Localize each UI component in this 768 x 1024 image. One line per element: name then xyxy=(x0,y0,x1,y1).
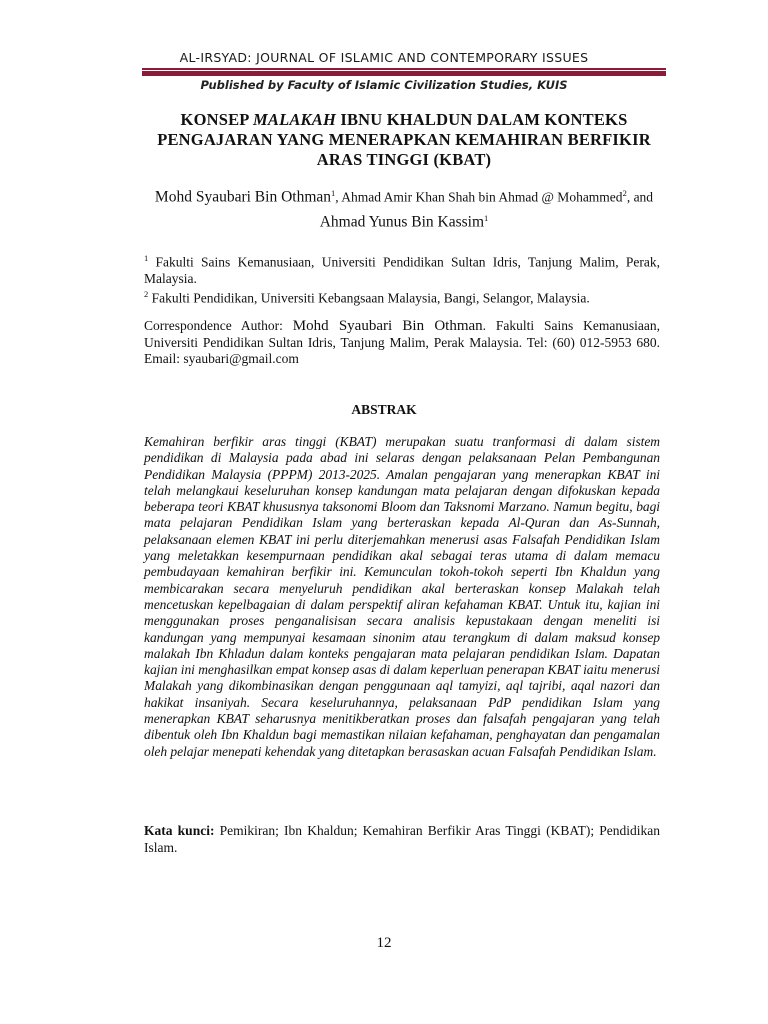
keywords-label: Kata kunci: xyxy=(144,823,215,838)
author-separator-1: , Ahmad Amir Khan Shah bin Ahmad @ Mohammed xyxy=(335,189,623,205)
keywords-text: Pemikiran; Ibn Khaldun; Kemahiran Berfikir Aras Tinggi (KBAT); Pendidikan Islam. xyxy=(144,823,660,855)
keywords-block xyxy=(144,822,660,856)
affiliation-1-sup: 1 xyxy=(144,253,149,263)
header-rule-thick xyxy=(142,71,666,76)
publisher-line: Published by Faculty of Islamic Civilization Studies, KUIS xyxy=(200,78,568,92)
affiliation-2-sup: 2 xyxy=(144,289,149,299)
abstract-heading: ABSTRAK xyxy=(351,402,417,417)
affiliation-1 xyxy=(144,250,660,288)
affiliation-1-text: Fakulti Sains Kemanusiaan, Universiti Pendidikan Sultan Idris, Tanjung Malim, Perak, Malaysia. xyxy=(144,254,660,286)
correspondence-label: Correspondence Author: xyxy=(144,318,293,333)
journal-running-head: AL-IRSYAD: JOURNAL OF ISLAMIC AND CONTEMPORARY ISSUES xyxy=(179,50,589,65)
abstract-body: Kemahiran berfikir aras tinggi (KBAT) merupakan suatu tranformasi di dalam sistem pendidikan di Malaysia pada abad ini selaras dengan pelaksanaan Pelan Pembangunan Pendidikan Malaysia (PPPM) 2013-2025. Amalan pengajaran yang menerapkan KBAT ini telah melangkaui keseluruhan konsep kandungan mata pelajaran dengan difokuskan kepada beberapa teori KBAT khususnya taksonomi Bloom dan Taksnomi Marzano. Namun begitu, bagi mata pelajaran Pendidikan Islam yang berteraskan kepada Al-Quran dan As-Sunnah, pelaksanaan elemen KBAT ini perlu diterjemahkan menerusi asas Falsafah Pendidikan Islam yang meletakkan kesempurnaan pendidikan akal sebagai teras utama di dalam memacu pembudayaan kemahiran berfikir ini. Kemunculan tokoh-tokoh seperti Ibn Khaldun yang membicarakan secara menyeluruh pendidikan akal berteraskan konsep Malakah telah mencetuskan kepelbagaian di dalam perspektif aliran kefahaman KBAT. Untuk itu, kajian ini menggunakan proses penganalisisan secara analisis kepustakaan dengan meneliti isi kandungan yang mempunyai kesamaan sinonim atau terangkum di dalam maksud konsep malakah Ibn Khladun dalam konteks pengajaran mata pelajaran pendidikan Islam. Dapatan kajian ini menghasilkan empat konsep asas di dalam keperluan penerapan KBAT iaitu menerusi Malakah yang dikombinasikan dengan penggunaan aql tamyizi, aql tajribi, aqal nazori dan hakikat insaniyah. Secara keseluruhannya, pelaksanaan PdP pendidikan Islam yang menerapkan KBAT seharusnya menitikberatkan proses dan falsafah pengajaran yang telah dibentuk oleh Ibn Khaldun bagi memastikan nilaian kefahaman, penghayatan dan pengamalan oleh pelajar menepati kehendak yang ditetapkan berasaskan acuan Falsafah Pendidikan Islam. xyxy=(144,434,660,759)
author-separator-2: , and xyxy=(626,189,654,205)
affiliation-2-text: Fakulti Pendidikan, Universiti Kebangsaan Malaysia, Bangi, Selangor, Malaysia. xyxy=(148,290,590,306)
author-2-sup: 2 xyxy=(622,188,627,198)
page-number: 12 xyxy=(376,935,392,951)
author-3-name: Ahmad Yunus Bin Kassim xyxy=(319,213,485,230)
title-part-2: IBNU KHALDUN DALAM KONTEKS PENGAJARAN YANG MENERAPKAN KEMAHIRAN BERFIKIR ARAS TINGGI (KBAT) xyxy=(157,110,651,169)
author-1-sup: 1 xyxy=(331,188,336,198)
correspondence-block xyxy=(144,318,660,368)
header-rule-thin xyxy=(142,68,666,70)
author-3-sup: 1 xyxy=(484,212,489,223)
affiliation-2 xyxy=(144,286,660,307)
correspondence-details: . Fakulti Sains Kemanusiaan, Universiti Pendidikan Sultan Idris, Tanjung Malim, Perak Malaysia. Tel: (60) 012-5953 680. Email: syaubari@gmail.com xyxy=(144,318,661,366)
author-list xyxy=(150,183,658,232)
correspondence-name: Mohd Syaubari Bin Othman xyxy=(292,318,483,334)
title-part-1: KONSEP xyxy=(180,110,253,129)
paper-title xyxy=(150,110,658,170)
author-1-name: Mohd Syaubari Bin Othman xyxy=(154,188,332,206)
title-italic-term: MALAKAH xyxy=(253,110,337,129)
